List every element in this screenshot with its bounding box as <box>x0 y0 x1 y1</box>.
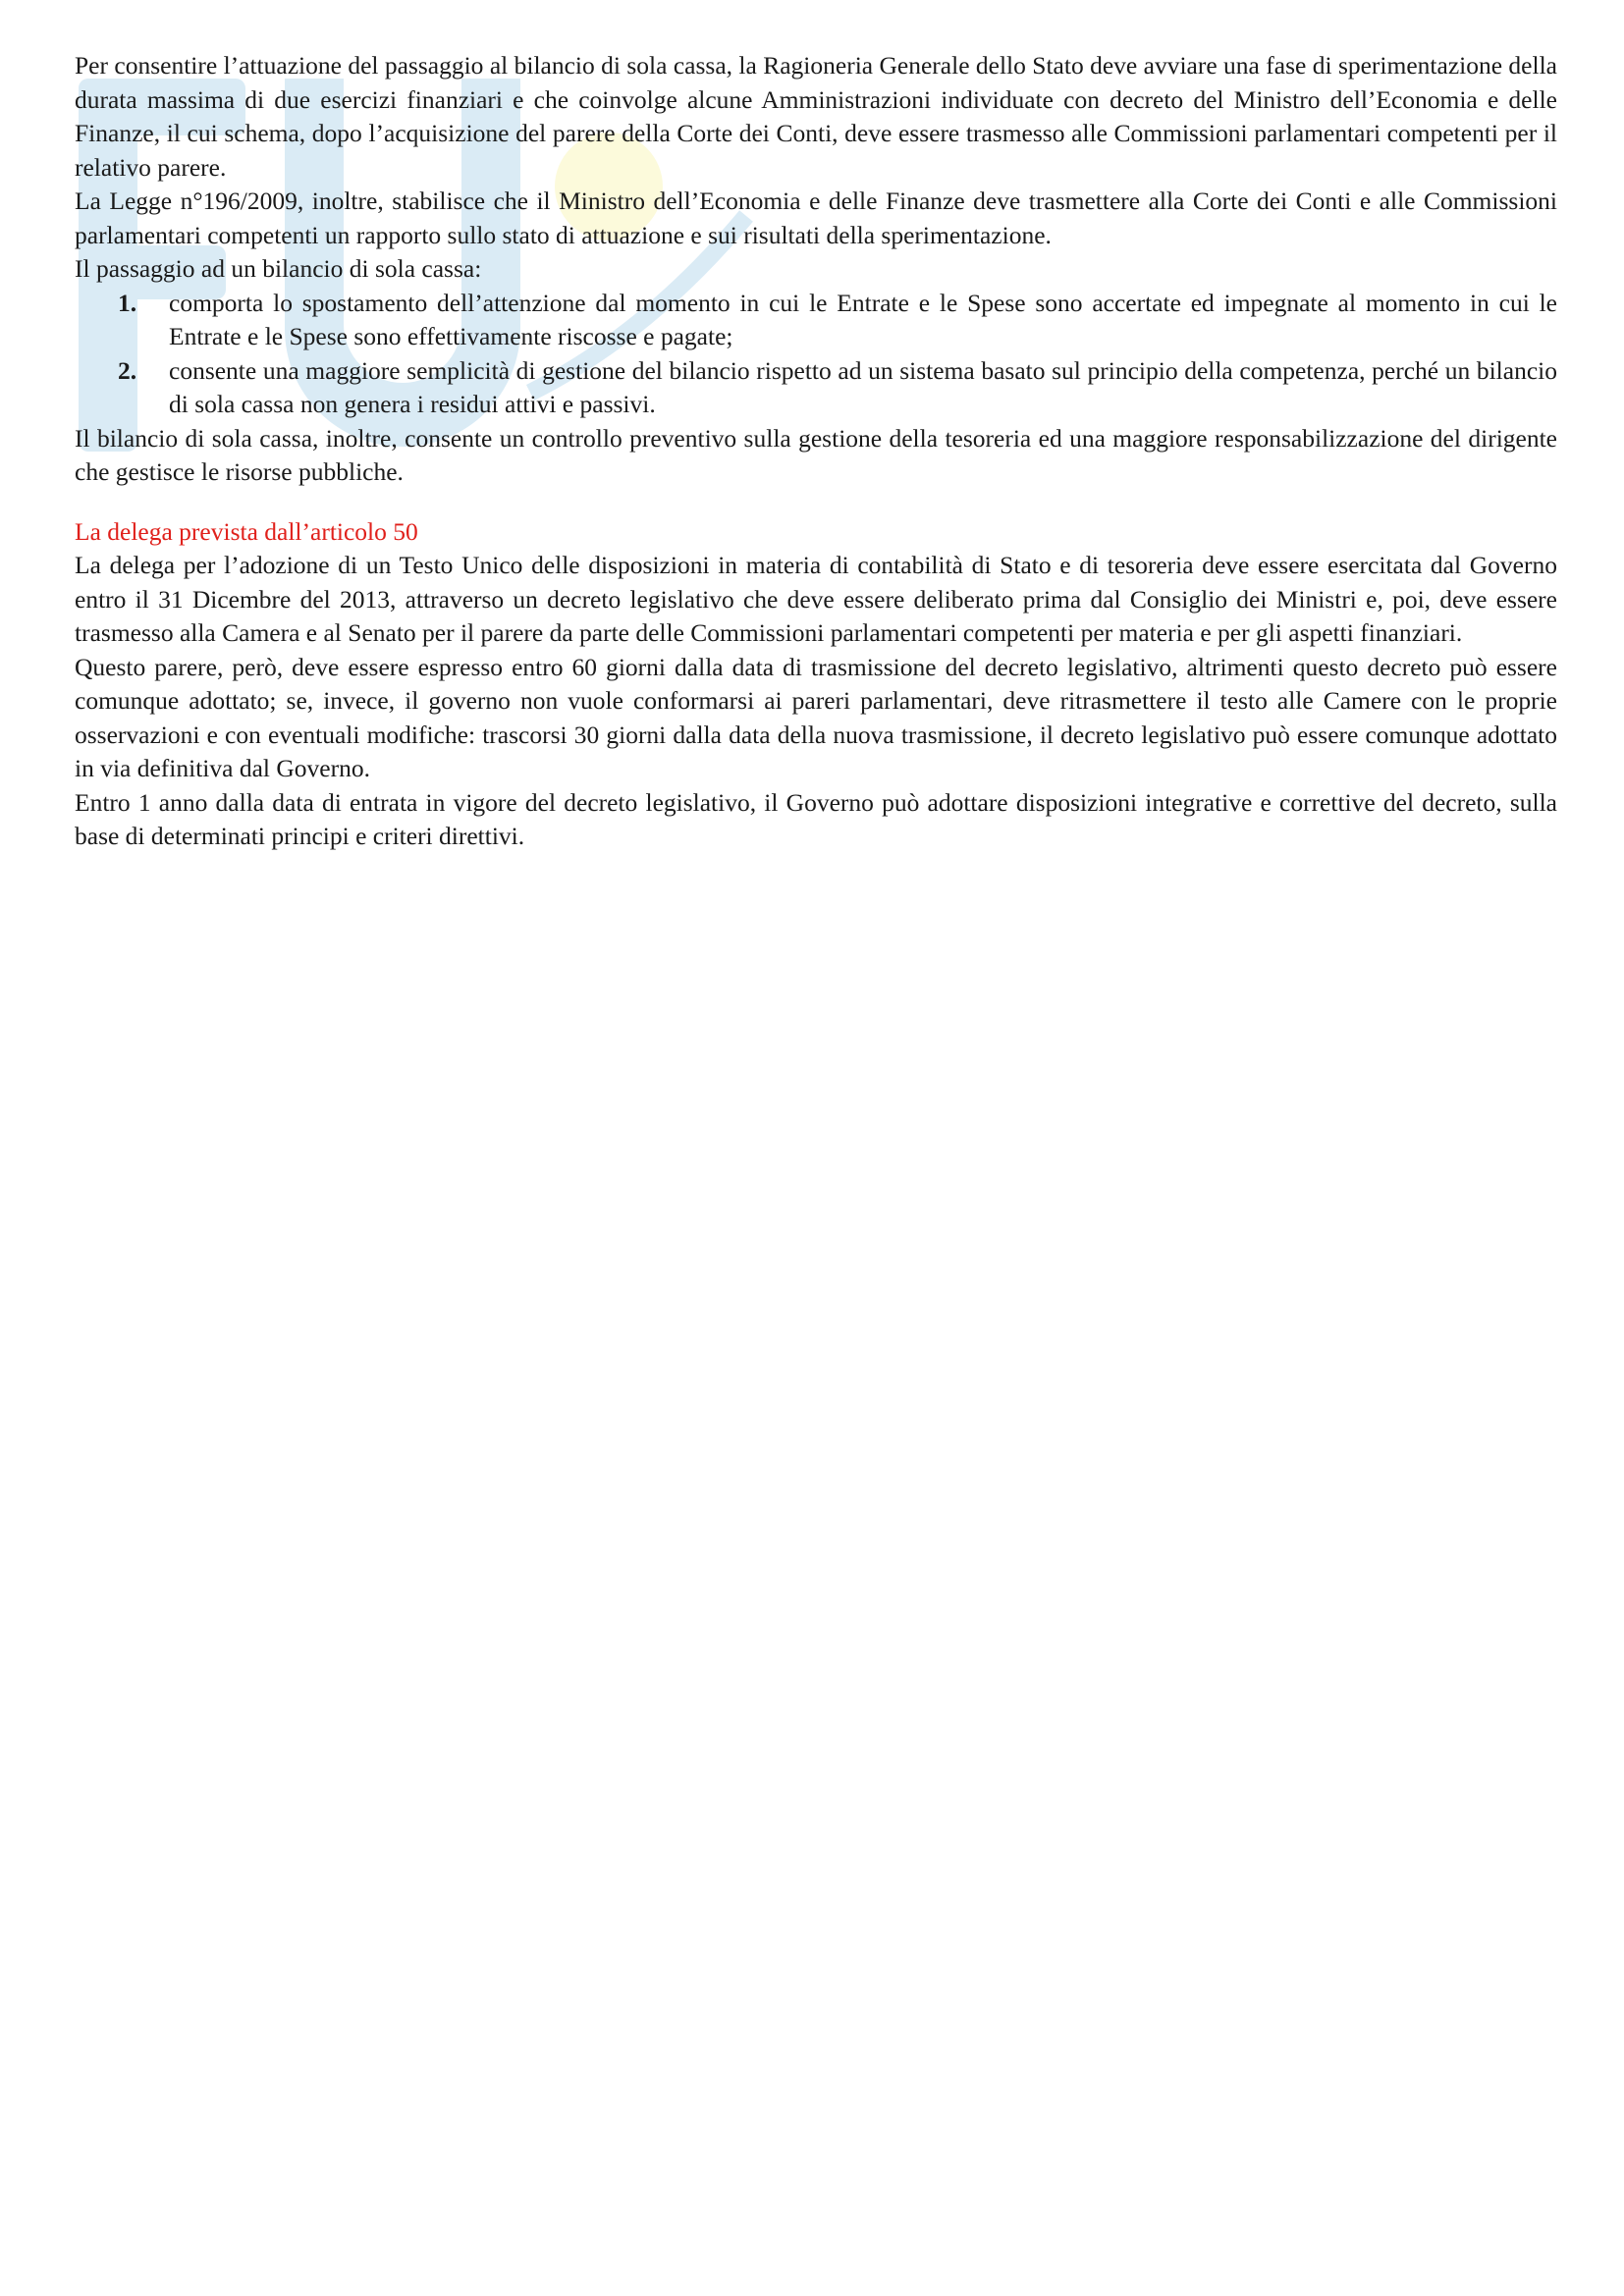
document-page <box>75 49 1557 854</box>
list-item <box>118 287 1557 354</box>
section-paragraph-1: La delega per l’adozione di un Testo Unico delle disposizioni in materia di contabilità di Stato e di tesoreria deve essere esercitata dal Governo entro il 31 Dicembre del 2013, attraverso un decreto legislativo che deve essere deliberato prima dal Consiglio dei Ministri e, poi, deve essere trasmesso alla Camera e al Senato per il parere da parte delle Commissioni parlamentari competenti per materia e per gli aspetti finanziari. <box>75 551 1557 647</box>
list-item-text: comporta lo spostamento dell’attenzione dal momento in cui le Entrate e le Spese sono accertate ed impegnate al momento in cui le Entrate e le Spese sono effettivamente riscosse e pagate; <box>169 288 1557 350</box>
paragraph-after-list: Il bilancio di sola cassa, inoltre, consente un controllo preventivo sulla gestione della tesoreria ed una maggiore responsabilizzazione del dirigente che gestisce le risorse pubbliche. <box>75 423 1557 486</box>
intro-paragraph-1: Per consentire l’attuazione del passaggio al bilancio di sola cassa, la Ragioneria Generale dello Stato deve avviare una fase di sperimentazione della durata massima di due esercizi finanziari e che coinvolge alcune Amministrazioni individuate con decreto del Ministro dell’Economia e delle Finanze, il cui schema, dopo l’acquisizione del parere della Corte dei Conti, deve essere trasmesso alle Commissioni parlamentari competenti per il relativo parere. <box>75 51 1557 182</box>
section-paragraph-2: Questo parere, però, deve essere espresso entro 60 giorni dalla data di trasmissione del decreto legislativo, altrimenti questo decreto può essere comunque adottato; se, invece, il governo non vuole conformarsi ai pareri parlamentari, deve ritrasmettere il testo alle Camere con le proprie osservazioni e con eventuali modifiche: trascorsi 30 giorni dalla data della nuova trasmissione, il decreto legislativo può essere comunque adottato in via definitiva dal Governo. <box>75 652 1557 782</box>
section-paragraph-3: Entro 1 anno dalla data di entrata in vigore del decreto legislativo, il Governo può adottare disposizioni integrative e correttive del decreto, sulla base di determinati principi e criteri direttivi. <box>75 787 1557 850</box>
numbered-list <box>75 287 1557 422</box>
list-item-number: 1. <box>118 288 137 317</box>
intro-paragraph-3: Il passaggio ad un bilancio di sola cassa: <box>75 254 482 283</box>
list-item <box>118 354 1557 422</box>
intro-paragraph-2: La Legge n°196/2009, inoltre, stabilisce che il Ministro dell’Economia e delle Finanze deve trasmettere alla Corte dei Conti e alle Commissioni parlamentari competenti un rapporto sullo stato di attuazione e sui risultati della sperimentazione. <box>75 187 1557 249</box>
list-item-number: 2. <box>118 355 137 385</box>
section-heading: La delega prevista dall’articolo 50 <box>75 516 418 546</box>
list-item-text: consente una maggiore semplicità di gestione del bilancio rispetto ad un sistema basato sul principio della competenza, perché un bilancio di sola cassa non genera i residui attivi e passivi. <box>169 355 1557 418</box>
